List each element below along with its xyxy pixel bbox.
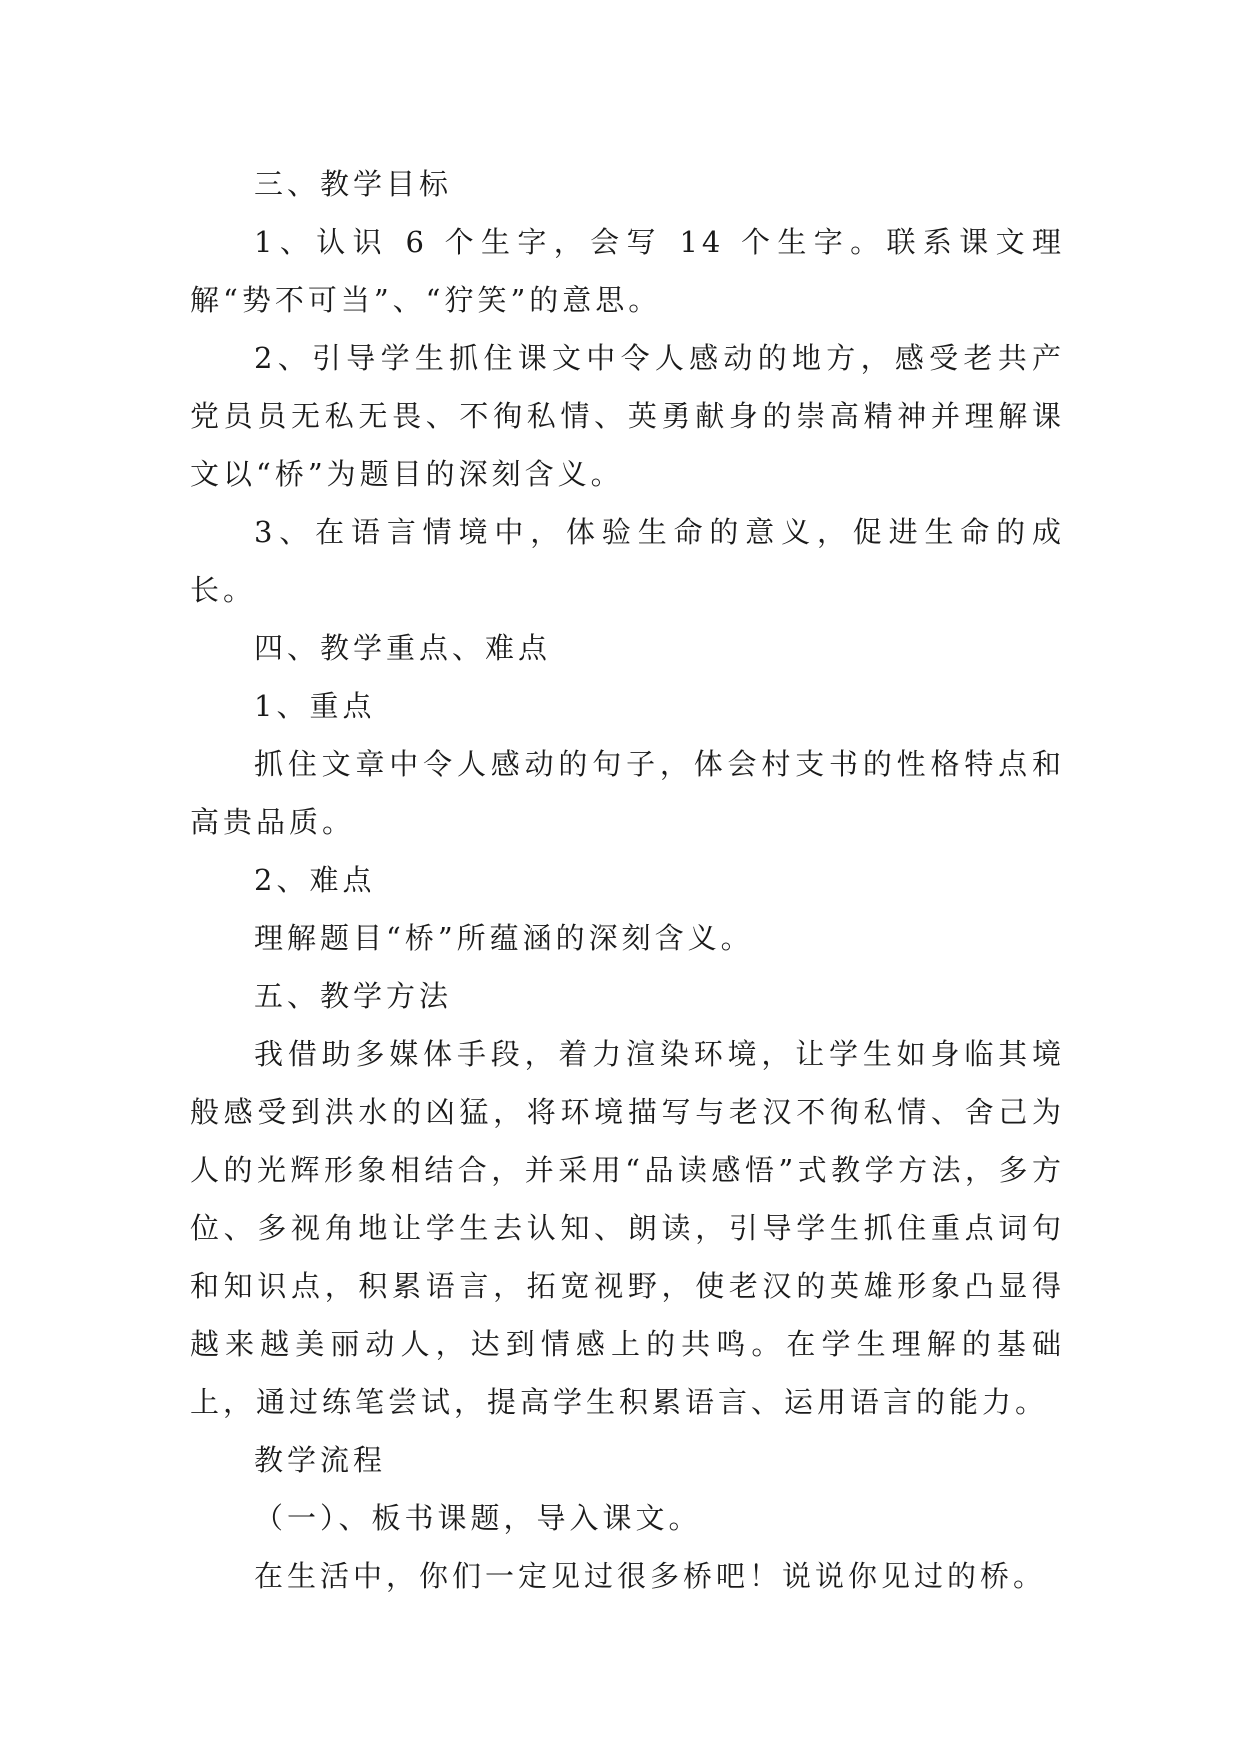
difficult-point-text: 理解题目“桥”所蕴涵的深刻含义。	[254, 921, 754, 955]
goal-item-1: 1、认识 6 个生字，会写 14 个生字。联系课文理解“势不可当”、“狞笑”的意思。	[190, 225, 1065, 317]
subheading-difficult-point: 2、难点	[254, 863, 376, 897]
teaching-methods-text: 我借助多媒体手段，着力渲染环境，让学生如身临其境般感受到洪水的凶猛，将环境描写与老汉不徇私情、舍己为人的光辉形象相结合，并采用“品读感悟”式教学方法，多方位、多视角地让学生去认知、朗读，引导学生抓住重点词句和知识点，积累语言，拓宽视野，使老汉的英雄形象凸显得越来越美丽动人，达到情感上的共鸣。在学生理解的基础上，通过练笔尝试，提高学生积累语言、运用语言的能力。	[190, 1037, 1065, 1419]
subheading-key-point: 1、重点	[254, 689, 376, 723]
process-step-1: （一）、板书课题，导入课文。	[254, 1501, 702, 1535]
heading-teaching-process: 教学流程	[254, 1443, 387, 1477]
heading-teaching-methods: 五、教学方法	[254, 979, 453, 1013]
process-step-1-text: 在生活中，你们一定见过很多桥吧！说说你见过的桥。	[254, 1559, 1047, 1593]
document-body	[190, 155, 1065, 1605]
heading-teaching-goals: 三、教学目标	[254, 167, 453, 201]
goal-item-2: 2、引导学生抓住课文中令人感动的地方，感受老共产党员员无私无畏、不徇私情、英勇献身的崇高精神并理解课文以“桥”为题目的深刻含义。	[190, 341, 1065, 491]
heading-key-difficult-points: 四、教学重点、难点	[254, 631, 552, 665]
key-point-text: 抓住文章中令人感动的句子，体会村支书的性格特点和高贵品质。	[190, 747, 1065, 839]
goal-item-3: 3、在语言情境中，体验生命的意义，促进生命的成长。	[190, 515, 1065, 607]
